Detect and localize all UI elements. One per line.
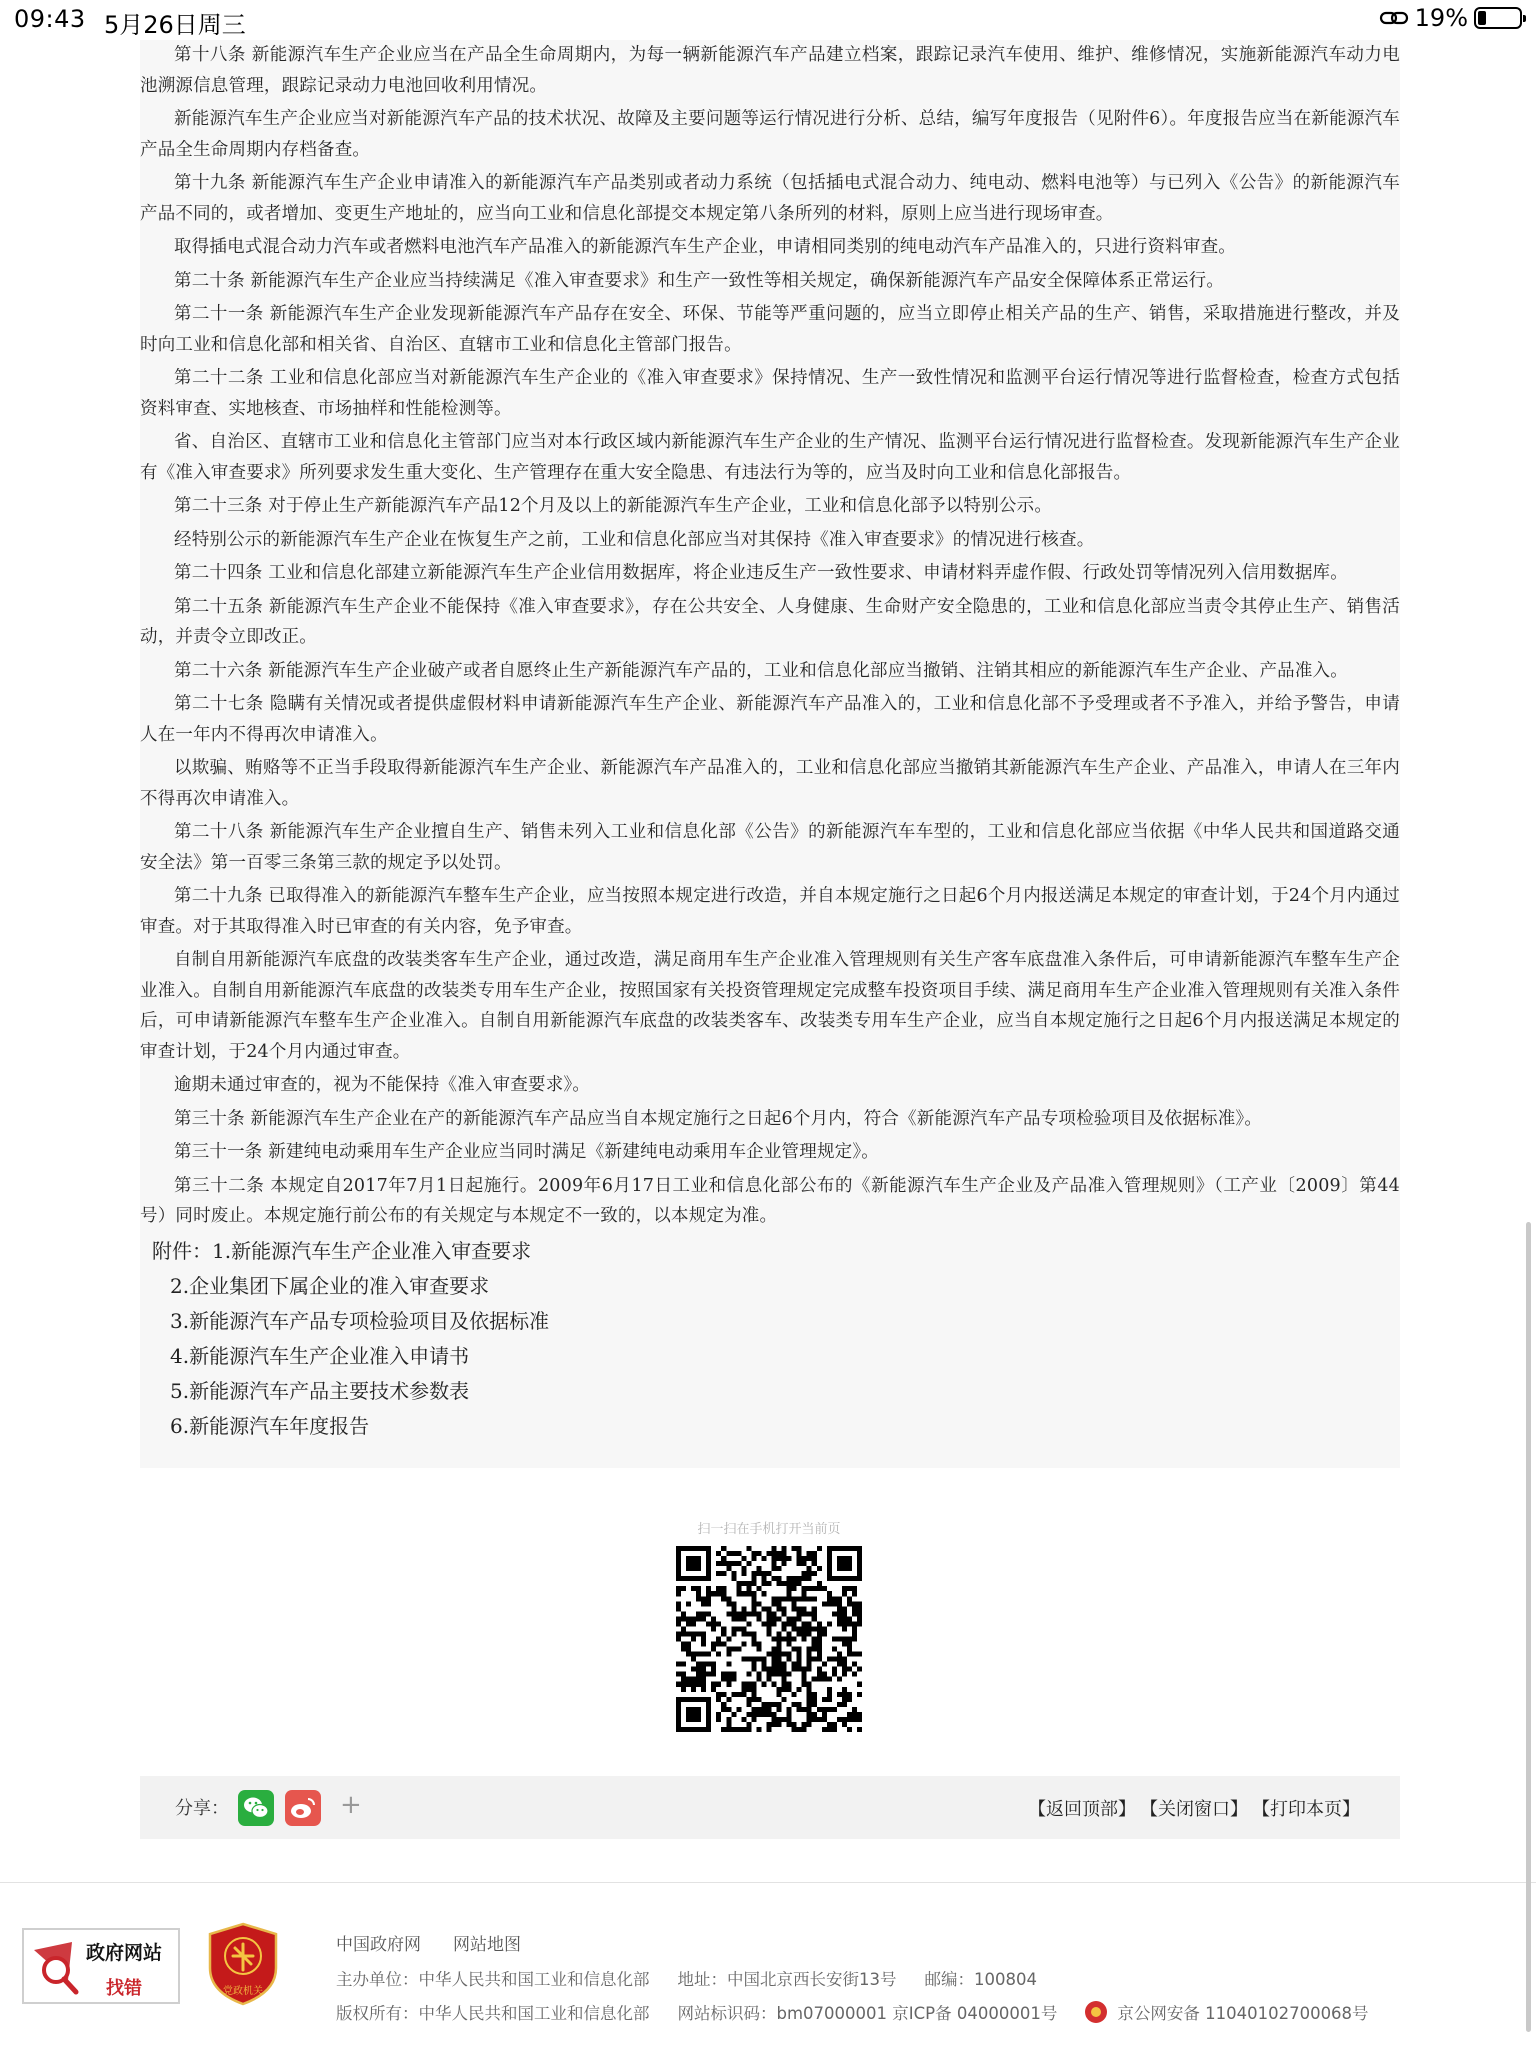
attachment-link[interactable]: 6.新能源汽车年度报告	[170, 1413, 370, 1438]
share-bar	[140, 1776, 1400, 1839]
footer-info-row	[336, 1966, 1037, 1990]
article-paragraph: 第二十五条 新能源汽车生产企业不能保持《准入审查要求》，存在公共安全、人身健康、生命财产安全隐患的，工业和信息化部应当责令其停止生产、销售活动，并责令立即改正。	[140, 596, 1400, 647]
article-paragraph: 省、自治区、直辖市工业和信息化主管部门应当对本行政区域内新能源汽车生产企业的生产情况、监测平台运行情况进行监督检查。发现新能源汽车生产企业有《准入审查要求》所列要求发生重大变化、生产管理存在重大安全隐患、有违法行为等的，应当及时向工业和信息化部报告。	[140, 432, 1400, 483]
article-paragraph: 第二十八条 新能源汽车生产企业擅自生产、销售未列入工业和信息化部《公告》的新能源汽车车型的，工业和信息化部应当依据《中华人民共和国道路交通安全法》第一百零三条第三款的规定予以处罚。	[140, 822, 1400, 873]
article-paragraphs	[140, 40, 1400, 1232]
footer-police-record-wrap[interactable]	[1085, 2000, 1368, 2024]
battery-level	[1478, 11, 1486, 25]
footer-divider	[0, 1882, 1536, 1883]
qr-caption: 扫一扫在手机打开当前页	[697, 1522, 841, 1537]
article-paragraph: 第二十七条 隐瞒有关情况或者提供虚假材料申请新能源汽车生产企业、新能源汽车产品准入的，工业和信息化部不予受理或者不予准入，并给予警告，申请人在一年内不得再次申请准入。	[140, 694, 1400, 745]
article-paragraph: 新能源汽车生产企业应当对新能源汽车产品的技术状况、故障及主要问题等运行情况进行分析、总结，编写年度报告（见附件6）。年度报告应当在新能源汽车产品全生命周期内存档备查。	[140, 109, 1400, 160]
wechat-icon	[238, 1790, 274, 1826]
status-bar	[0, 0, 1536, 40]
share-weibo-button[interactable]	[285, 1790, 321, 1826]
article-paragraph: 第十九条 新能源汽车生产企业申请准入的新能源汽车产品类别或者动力系统（包括插电式混合动力、纯电动、燃料电池等）与已列入《公告》的新能源汽车产品不同的，或者增加、变更生产地址的，应当向工业和信息化部提交本规定第八条所列的材料，原则上应当进行现场审查。	[140, 173, 1400, 224]
article-paragraph: 第二十九条 已取得准入的新能源汽车整车生产企业，应当按照本规定进行改造，并自本规定施行之日起6个月内报送满足本规定的审查计划，于24个月内通过审查。对于其取得准入时已审查的有关内容，免予审查。	[140, 886, 1400, 937]
attachment-link[interactable]: 1.新能源汽车生产企业准入审查要求	[212, 1238, 532, 1263]
article-paragraph: 第二十条 新能源汽车生产企业应当持续满足《准入审查要求》和生产一致性等相关规定，确保新能源汽车产品安全保障体系正常运行。	[174, 270, 1225, 291]
scrollbar-thumb[interactable]	[1526, 1222, 1531, 2032]
article-paragraph: 逾期未通过审查的，视为不能保持《准入审查要求》。	[174, 1075, 591, 1095]
battery-icon	[1474, 7, 1522, 29]
article-body	[140, 40, 1400, 1468]
party-government-badge[interactable]	[206, 1922, 280, 2006]
attachment-link[interactable]: 2.企业集团下属企业的准入审查要求	[170, 1273, 490, 1298]
footer-police-record: 京公网安备 11040102700068号	[1117, 2004, 1369, 2023]
footer-link-sitemap[interactable]: 网站地图	[453, 1935, 521, 1955]
article-paragraph: 取得插电式混合动力汽车或者燃料电池汽车产品准入的新能源汽车生产企业，申请相同类别的纯电动汽车产品准入的，只进行资料审查。	[174, 237, 1236, 257]
link-icon	[1379, 8, 1409, 28]
find-error-badge[interactable]	[22, 1928, 180, 2004]
article-paragraph: 经特别公示的新能源汽车生产企业在恢复生产之前，工业和信息化部应当对其保持《准入审查要求》的情况进行核查。	[174, 529, 1095, 550]
police-emblem-icon	[1085, 2001, 1107, 2023]
page-actions	[1028, 1795, 1360, 1821]
battery-percent: 19%	[1414, 4, 1468, 32]
attachments	[140, 1234, 1400, 1444]
attachment-link[interactable]: 4.新能源汽车生产企业准入申请书	[170, 1343, 470, 1368]
footer-link-gov[interactable]: 中国政府网	[336, 1935, 421, 1955]
weibo-icon	[285, 1790, 321, 1826]
footer-links	[336, 1930, 521, 1955]
article-paragraph: 第十八条 新能源汽车生产企业应当在产品全生命周期内，为每一辆新能源汽车产品建立档案，跟踪记录汽车使用、维护、维修情况，实施新能源汽车动力电池溯源信息管理，跟踪记录动力电池回收利用情况。	[140, 45, 1400, 96]
share-more-button[interactable]: +	[340, 1790, 362, 1820]
footer-copyright: 版权所有：中华人民共和国工业和信息化部	[336, 2004, 650, 2023]
footer-site-id[interactable]: 网站标识码：bm07000001 京ICP备 04000001号	[677, 2004, 1058, 2023]
footer-address: 地址：中国北京西长安街13号	[677, 1970, 897, 1989]
article-paragraph: 第三十二条 本规定自2017年7月1日起施行。2009年6月17日工业和信息化部公布的《新能源汽车生产企业及产品准入管理规则》（工产业〔2009〕第44号）同时废止。本规定施行前公布的有关规定与本规定不一致的，以本规定为准。	[140, 1175, 1400, 1226]
footer-sponsor: 主办单位：中华人民共和国工业和信息化部	[336, 1970, 650, 1989]
footer-copyright-row	[336, 2000, 1369, 2024]
article-paragraph: 第二十三条 对于停止生产新能源汽车产品12个月及以上的新能源汽车生产企业，工业和信息化部予以特别公示。	[174, 496, 1053, 516]
attachment-row-1	[152, 1234, 1400, 1269]
share-label: 分享：	[175, 1798, 229, 1819]
status-right	[1379, 4, 1522, 32]
attachments-label: 附件：	[152, 1238, 212, 1263]
article-paragraph: 第二十一条 新能源汽车生产企业发现新能源汽车产品存在安全、环保、节能等严重问题的，应当立即停止相关产品的生产、销售，采取措施进行整改，并及时向工业和信息化部和相关省、自治区、直辖市工业和信息化主管部门报告。	[140, 304, 1400, 355]
footer-postcode: 邮编：100804	[924, 1970, 1037, 1989]
qr-code	[676, 1546, 862, 1732]
attachment-link[interactable]: 5.新能源汽车产品主要技术参数表	[170, 1378, 470, 1403]
article-paragraph: 第二十四条 工业和信息化部建立新能源汽车生产企业信用数据库，将企业违反生产一致性要求、申请材料弄虚作假、行政处罚等情况列入信用数据库。	[174, 563, 1348, 583]
magnifier-icon	[32, 1940, 84, 1998]
status-date: 5月26日周三	[104, 11, 246, 39]
find-error-title: 政府网站	[86, 1942, 163, 1964]
party-badge-text: 党政机关	[223, 1986, 263, 1997]
status-time: 09:43	[14, 5, 86, 33]
back-to-top-link[interactable]: 【返回顶部】	[1028, 1799, 1136, 1820]
attachment-link[interactable]: 3.新能源汽车产品专项检验项目及依据标准	[170, 1308, 550, 1333]
article-paragraph: 第三十一条 新建纯电动乘用车生产企业应当同时满足《新建纯电动乘用车企业管理规定》。	[174, 1142, 880, 1162]
find-error-sub: 找错	[106, 1978, 142, 1999]
article-paragraph: 第二十六条 新能源汽车生产企业破产或者自愿终止生产新能源汽车产品的，工业和信息化部应当撤销、注销其相应的新能源汽车生产企业、产品准入。	[174, 660, 1348, 681]
print-page-link[interactable]: 【打印本页】	[1252, 1799, 1360, 1820]
article-paragraph: 第三十条 新能源汽车生产企业在产的新能源汽车产品应当自本规定施行之日起6个月内，符合《新能源汽车产品专项检验项目及依据标准》。	[174, 1108, 1263, 1129]
article-paragraph: 自制自用新能源汽车底盘的改装类客车生产企业，通过改造，满足商用车生产企业准入管理规则有关生产客车底盘准入条件后，可申请新能源汽车整车生产企业准入。自制自用新能源汽车底盘的改装类专用车生产企业，按照国家有关投资管理规定完成整车投资项目手续、满足商用车生产企业准入管理规则有关准入条件后，可申请新能源汽车整车生产企业准入。自制自用新能源汽车底盘的改装类客车、改装类专用车生产企业，应当自本规定施行之日起6个月内报送满足本规定的审查计划，于24个月内通过审查。	[140, 950, 1400, 1062]
article-paragraph: 以欺骗、贿赂等不正当手段取得新能源汽车生产企业、新能源汽车产品准入的，工业和信息化部应当撤销其新能源汽车生产企业、产品准入，申请人在三年内不得再次申请准入。	[140, 758, 1400, 809]
close-window-link[interactable]: 【关闭窗口】	[1140, 1799, 1248, 1820]
share-wechat-button[interactable]	[238, 1790, 274, 1826]
article-paragraph: 第二十二条 工业和信息化部应当对新能源汽车生产企业的《准入审查要求》保持情况、生产一致性情况和监测平台运行情况等进行监督检查，检查方式包括资料审查、实地核查、市场抽样和性能检测等。	[140, 368, 1400, 419]
